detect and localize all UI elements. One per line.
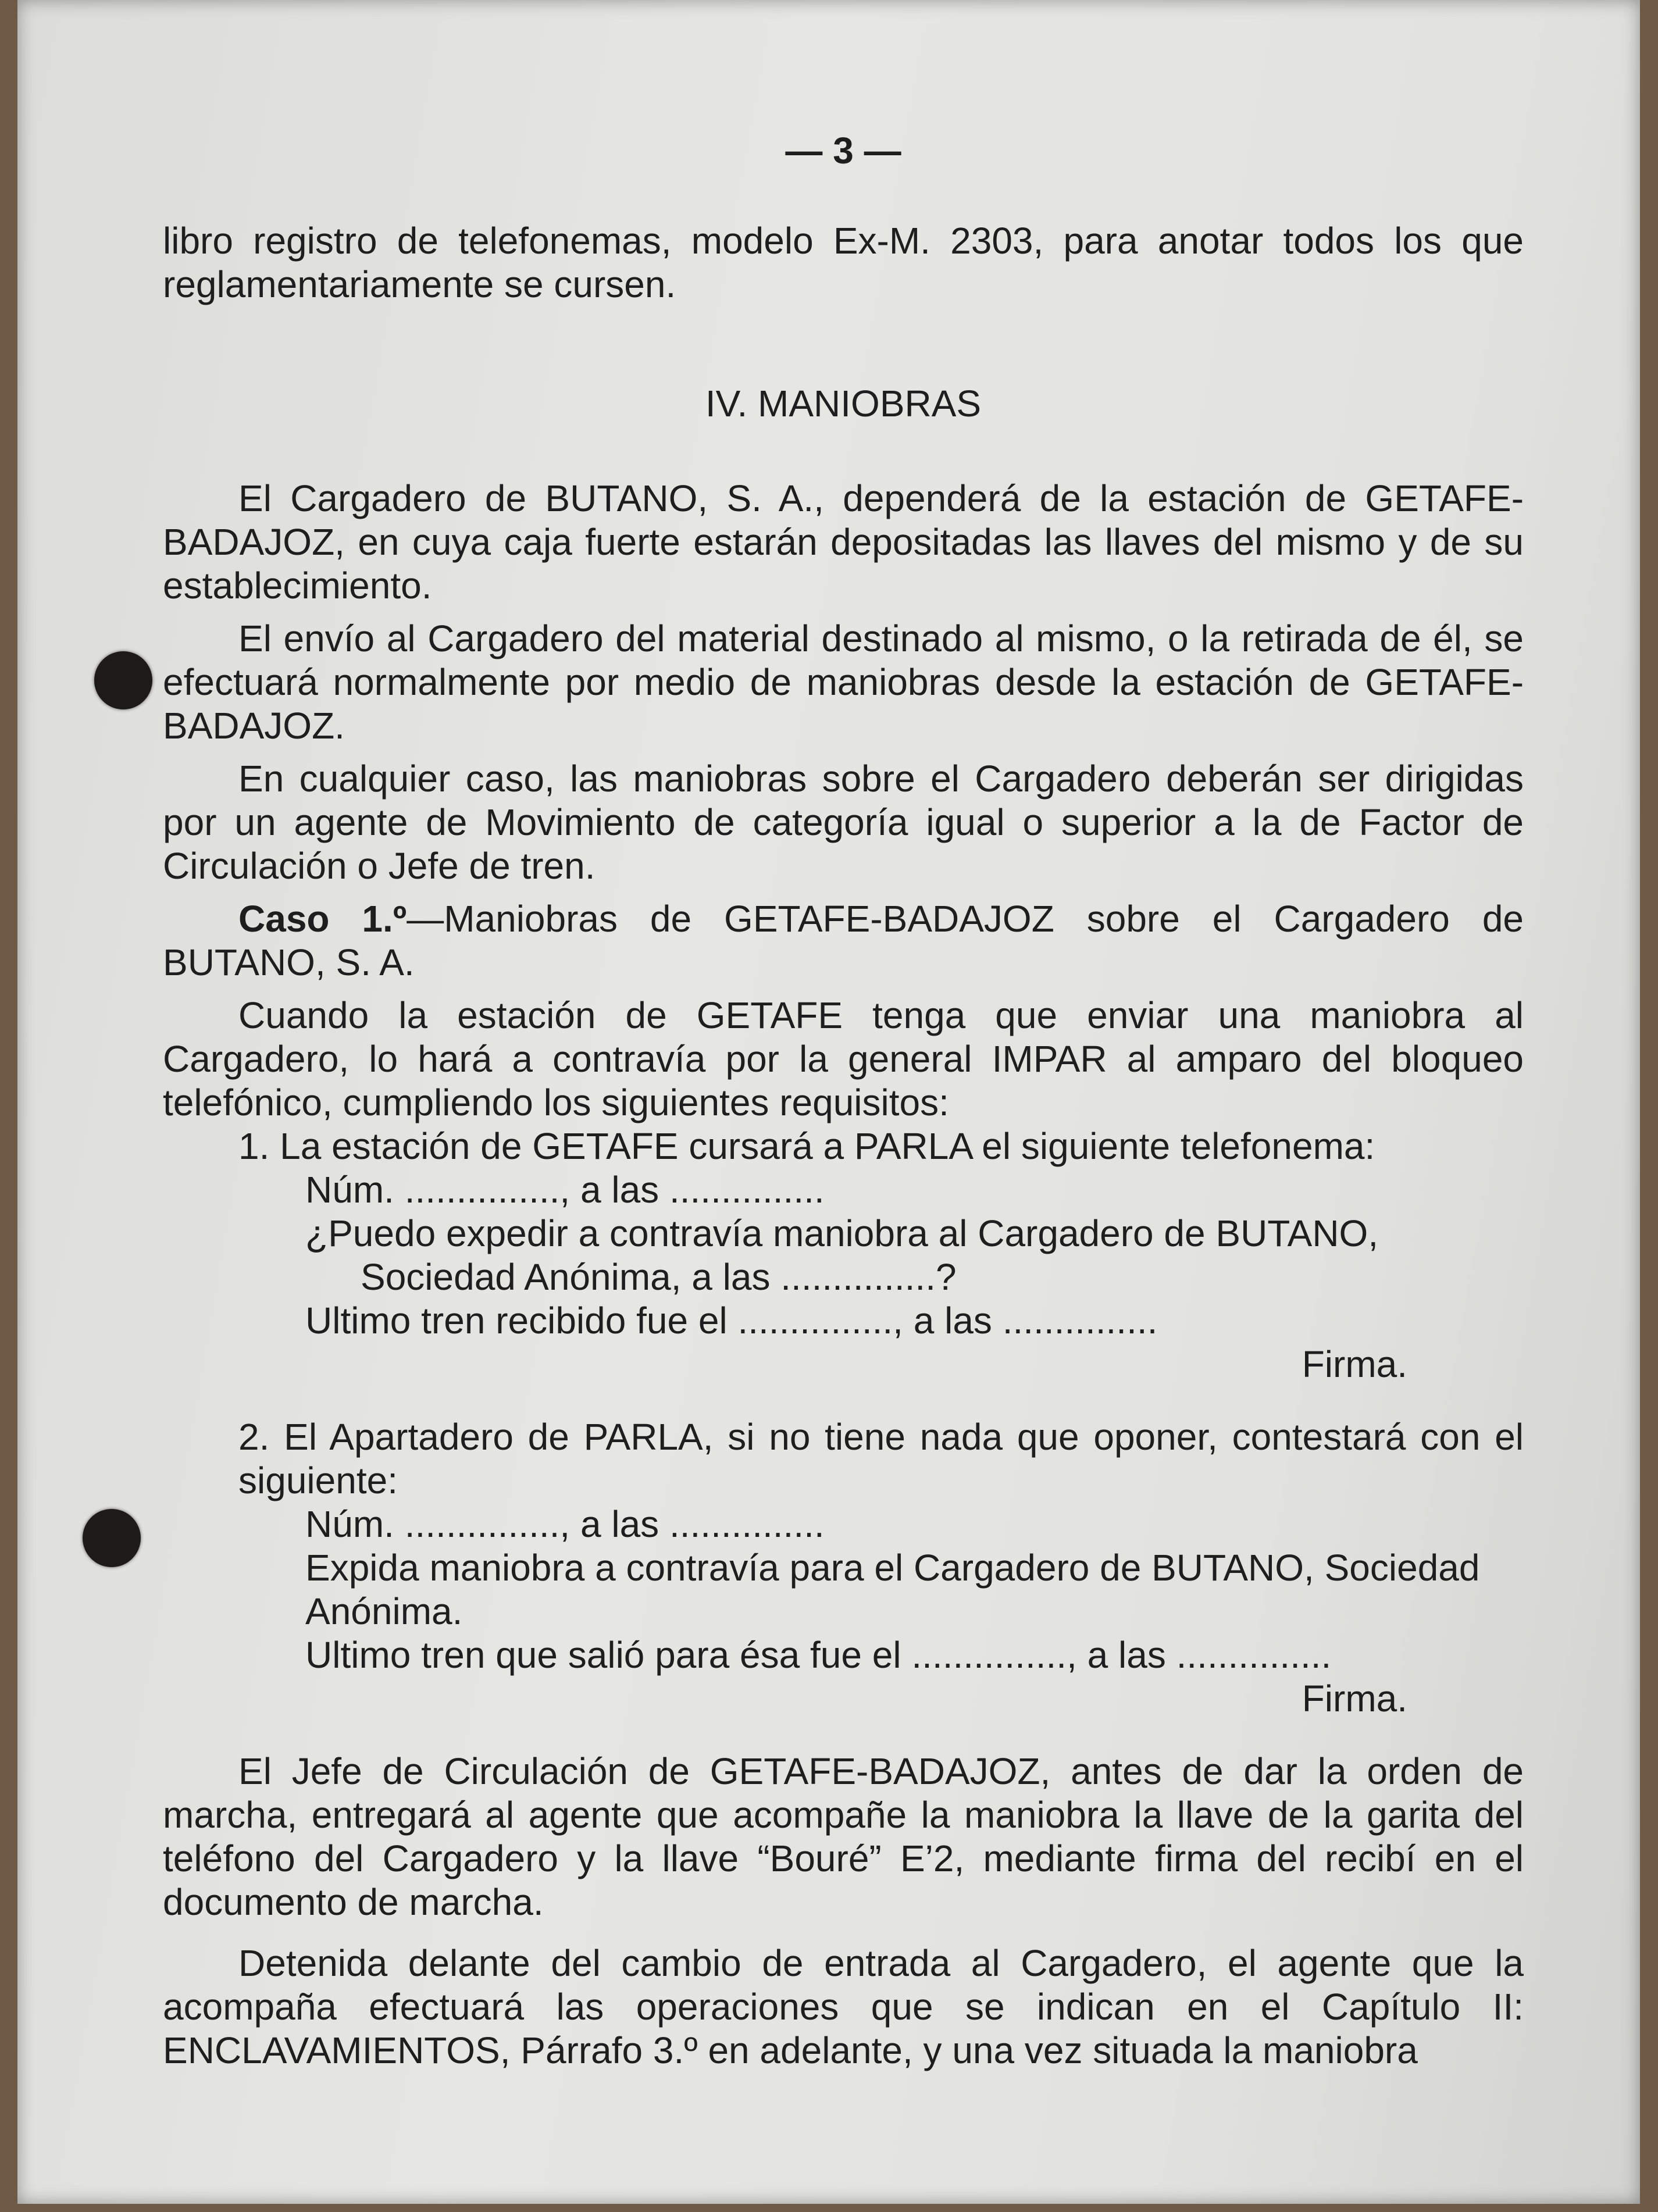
item-1-num-line: Núm. ..............., a las ............... — [305, 1169, 825, 1211]
item-2-signature: Firma. — [1302, 1678, 1407, 1719]
caso-paragraph — [163, 897, 1524, 984]
caso-label: Caso 1.º — [238, 898, 407, 940]
item-1-last-train: Ultimo tren recibido fue el ..............., a las ............... — [305, 1300, 1158, 1342]
section-title: IV. MANIOBRAS — [705, 383, 982, 424]
paragraph-1: El Cargadero de BUTANO, S. A., dependerá de la estación de GETAFE-BADAJOZ, en cuya caja fuerte estarán depositadas las llaves del mismo y de su establecimiento. — [163, 477, 1524, 606]
punch-hole — [94, 651, 152, 709]
item-2-reply: Expida maniobra a contravía para el Cargadero de BUTANO, Sociedad Anónima. — [305, 1547, 1480, 1632]
item-1-signature: Firma. — [1302, 1343, 1407, 1385]
punch-hole — [83, 1509, 141, 1567]
item-2-num-line: Núm. ..............., a las ............... — [305, 1503, 825, 1545]
item-2: 2. El Apartadero de PARLA, si no tiene nada que oponer, contestará con el siguiente: — [238, 1416, 1524, 1501]
caso-text: —Maniobras de GETAFE-BADAJOZ sobre el Cargadero de BUTANO, S. A. — [163, 898, 1524, 983]
document-page — [17, 0, 1640, 2204]
closing-paragraph-1: El Jefe de Circulación de GETAFE-BADAJOZ, antes de dar la orden de marcha, entregará al agente que acompañe la maniobra la llave de la garita del teléfono del Cargadero y la llave “Bouré” E’2, mediante firma del recibí en el documento de marcha. — [163, 1750, 1524, 1923]
item-2-last-train: Ultimo tren que salió para ésa fue el ..............., a las ............... — [305, 1634, 1332, 1676]
intro-paragraph: libro registro de telefonemas, modelo Ex-M. 2303, para anotar todos los que reglamentariamente se cursen. — [163, 220, 1524, 305]
page-text — [163, 129, 1524, 2072]
item-1: 1. La estación de GETAFE cursará a PARLA el siguiente telefonema: — [238, 1125, 1375, 1167]
item-1-question: ¿Puedo expedir a contravía maniobra al Cargadero de BUTANO, Sociedad Anónima, a las ...............? — [305, 1212, 1379, 1298]
page-number: — 3 — — [785, 130, 901, 172]
paragraph-2: El envío al Cargadero del material destinado al mismo, o la retirada de él, se efectuará normalmente por medio de maniobras desde la estación de GETAFE-BADAJOZ. — [163, 618, 1524, 747]
paragraph-3: En cualquier caso, las maniobras sobre el Cargadero deberán ser dirigidas por un agente de Movimiento de categoría igual o superior a la de Factor de Circulación o Jefe de tren. — [163, 758, 1524, 887]
caso-intro: Cuando la estación de GETAFE tenga que enviar una maniobra al Cargadero, lo hará a contravía por la general IMPAR al amparo del bloqueo telefónico, cumpliendo los siguientes requisitos: — [163, 994, 1524, 1123]
closing-paragraph-2: Detenida delante del cambio de entrada al Cargadero, el agente que la acompaña efectuará las operaciones que se indican en el Capítulo II: ENCLAVAMIENTOS, Párrafo 3.º en adelante, y una vez situada la maniobra — [163, 1942, 1524, 2071]
